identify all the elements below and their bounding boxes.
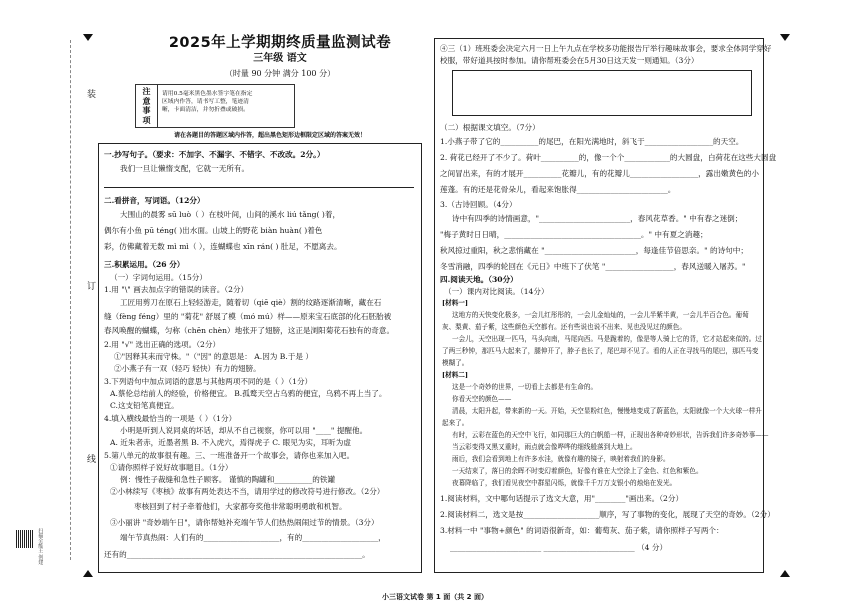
- q3-5c-end: 还有的______________________________________________________________。: [104, 550, 370, 559]
- q3-title: 三.积累运用。（26 分）: [104, 260, 185, 269]
- grade-subject: 三年级 语文: [253, 53, 307, 64]
- q1-sentence: 我们一旦让懒惰支配，它就一无所有。: [120, 164, 250, 173]
- answer-area-warning: 请在各题目的答题区域内作答，超出黑色矩形边框限定区域的答案无效！: [173, 132, 366, 139]
- corner-mark-bottom-left: [83, 570, 93, 577]
- material-2-line-5: 有时，云彩在蓝色的天空中飞行，如同那巨大的白帆船一样，正现出各种奇妙形状，告诉我们许多奇妙事——: [452, 431, 769, 439]
- material-1-line-3: 一会儿，天空出现一匹马，马头向南，马尾向西。马是跪着的，像是等人骑上它的背，它才站起来似的。过: [452, 335, 762, 343]
- q3-1-text-2: 缝（fèng féng）里的 "菊花" 舒展了模（mó mú）样——原来宝石底部的化石胚胎被: [104, 312, 392, 321]
- poem-4: 冬雪消融，四季的轮回在《元日》中班下了伏笔 "__________________，春风送暖入屠苏。": [440, 262, 746, 271]
- time-score: （时量 90 分钟 满分 100 分）: [224, 69, 336, 78]
- material-1-line-2: 灰、梨黄、茄子紫，这些颜色天空都有。还有些说也说不出来、见也没见过的颜色。: [442, 323, 686, 331]
- q3-subsection-1: （一）字词句运用。（15分）: [110, 273, 207, 282]
- corner-mark-top-right: [780, 34, 790, 41]
- material-2-head: [材料二]: [442, 371, 469, 379]
- notice-body: 请用0.5毫米黑色墨水签字笔在指定 区域内作答，请书写工整，笔迹清 晰，卡面清洁，并勿折叠或破损。: [162, 91, 253, 113]
- poem-2: "梅子黄时日日晴，____________________________________。" 中有夏之消趣；: [440, 230, 708, 239]
- q3-6-text-1: ④三（1）班班委会决定六月一日上午九点在学校多功能报告厅举行趣味故事会，要求全体同学穿好: [440, 44, 772, 53]
- right-answer-frame: [434, 38, 764, 573]
- material-2-line-8: 一天结束了，落日的余晖不时变幻着颜色，好像有谁在大空涂上了金色、红色和紫色。: [452, 467, 703, 475]
- q1-answer-line[interactable]: [104, 187, 414, 188]
- corner-mark-bottom-right: [780, 570, 790, 577]
- material-1-head: [材料一]: [442, 299, 469, 307]
- q3-5b-text: 枣核回到了村子牵着他们，大家都夸奖他非常聪明勇敢和机智。: [134, 502, 347, 511]
- q3-1-text-3: 春风唤醒的蝴蝶，匀称（chēn chèn）地张开了翅膀，这正是浏阳菊花石独有的奇意。: [104, 326, 395, 335]
- reading-q2: 2.阅读材料二，选文是按____________________顺序，写了事物的变化，展现了天空的奇妙。（2分）: [440, 510, 775, 519]
- q3-1-text-1: 工匠用剪刀在原石上轻轻游走，随着切（qiē qiè）割的纹路逐渐清晰，藏在石: [120, 298, 382, 307]
- q3-4-text: 小明是听到人说同桌的坏话，却从不自己视察，你可以用 "____" 提醒他。: [120, 426, 368, 435]
- q3-3: 3.下列语句中加点词语的意思与其他两项不同的是（ ）（1分）: [104, 377, 313, 386]
- q2-line-2: 偶尔有小鱼 pū téng( )出水面。山坡上的野花 biàn huàn( )着色: [104, 226, 323, 235]
- material-2-line-4: 起来了。: [442, 419, 469, 427]
- q4-subsection: （一）课内对比阅读。（14分）: [444, 287, 549, 296]
- q3-5c-text: 端午节真热闹：人们有的____________________，有的____________________，: [120, 533, 386, 542]
- q3-5c: ③小丽讲 "奇妙端午日"，请你帮她补充端午节人们热热闹闹过节的情景。（3分）: [110, 518, 379, 527]
- q3-6-text-2: 校服，带好道具按时参加。请你帮班委会在5月30日这天发一则通知。（3分）: [440, 56, 699, 65]
- notice-head: 注 意 事 项: [136, 85, 158, 127]
- poem-3: 秋风掠过重阳，秋之悲悄藏在 "________________________，每逢佳节倍思亲。" 的诗句中；: [440, 246, 748, 255]
- scanner-logo-icon: [16, 530, 34, 548]
- material-2-line-3: 清晨，太阳升起，带来新的一天。开始，天空显粉红色，慢慢地变成了蔚蓝色，太阳就像一个大火球一样升: [452, 407, 762, 415]
- fill-1: 1.小燕子带了它的__________的尾巴，在阳光满地时，斜飞于__________________的天空。: [440, 137, 744, 146]
- material-1-line-1: 这地方的天快变化极多，一会儿红彤彤的，一会儿金灿灿的，一会儿半紫半黄，一会儿半百合色。葡萄: [452, 311, 749, 319]
- q3-5a: ①请你照样子说好故事题目。（1分）: [110, 463, 233, 472]
- fill-2b: 之间冒出来，有的才展开__________花瓣儿，有的花瓣儿__________________，露出嫩黄色的小: [440, 169, 759, 178]
- poem-section-title: 3.（古诗回顾。（4分）: [440, 200, 517, 209]
- binding-char-3: 线: [87, 455, 97, 465]
- material-1-line-4: 了两三秒钟，那匹马大起来了，腿伸开了，脖子也长了，尾巴却不见了。看的人正在寻找马的尾巴，那匹马变: [442, 347, 759, 355]
- material-2-line-7: 雨后，我们会看到地上有许多水洼，就像有趣的镜子，映射着我们的身影。: [452, 455, 670, 463]
- reading-q3: 3.材料一中 "事物+颜色" 的词语很新奇，如：葡萄灰、茄子紫，请你照样子写两个：: [440, 526, 724, 535]
- corner-mark-top-left: [83, 34, 93, 41]
- poem-1: 诗中有四季的诗情画意，"________________________，春风花草香。" 中有春之迷倒；: [452, 214, 743, 223]
- material-2-line-9: 夜幕降临了，我们看见夜空中群星闪烁，就像千千万万支银小的烛焰在发光。: [452, 479, 677, 487]
- material-2-line-1: 这是一个奇妙的世界，一切看上去都是有生命的。: [452, 383, 598, 391]
- reading-q1: 1.阅读材料，文中哪句话提示了选文大意，用"________"画出来。（2分）: [440, 494, 684, 503]
- q3-2a: ①"因释其耒而守株。"（"因" 的意思是： A.因为 B.于是 ）: [114, 352, 313, 361]
- fill-section-title: （二）根据课文填空。（7分）: [440, 123, 540, 132]
- q3-4: 4.填入横线最恰当的一项是（ ）（1分）: [104, 414, 237, 423]
- q3-2: 2.用 "√" 选出正确的选项。（2分）: [104, 340, 221, 349]
- q2-line-1: 大围山的晨雾 sū luò（ ）在枝叶间，山间的溪水 liú tǎng( )着，: [120, 210, 341, 219]
- q3-5a-example: 例：慢性子裁缝和急性子顾客。 谨慎的陶罐和__________的铁罐: [120, 475, 336, 484]
- fill-2a: 2. 荷花已经开了不少了。荷叶__________的，像一个个____________的大圆盘，白荷花在这些大圆盘: [440, 153, 777, 162]
- notice-writing-box[interactable]: [452, 70, 752, 116]
- binding-char-1: 装: [87, 90, 97, 100]
- material-2-line-2: 你看天空的颜色——: [452, 395, 512, 403]
- watermark-text: 扫描全能王 创建: [37, 528, 44, 565]
- q2-line-3: 彩，仿佛藏着无数 mì mì（ ），连蝴蝶也 xīn rán( ) 肚足，不愿离去。: [104, 242, 342, 251]
- exam-title: 2025年上学期期终质量监测试卷: [168, 35, 392, 51]
- q3-3a: A.蔡伦总结前人的经验，价格便宜。 B.孤鹜天空占乌鸦的便宜，乌鸦不再上当了。: [110, 389, 387, 398]
- material-1-line-5: 模糊了。: [442, 359, 469, 367]
- q3-5b: ②小林续写《枣核》故事有两处表达不当，请用学过的修改符号进行修改。（2分）: [110, 487, 385, 496]
- q2-title: 二.看拼音，写词语。（12分）: [104, 196, 205, 205]
- page-footer: 小三语文试卷 第 1 面（共 2 面）: [382, 593, 488, 601]
- material-2-line-6: 当云彩变得又黑又重时，雨点就会像哗哗的细线般落到大地上。: [452, 443, 637, 451]
- q3-4-options: A. 近朱者赤，近墨者黑 B. 不入虎穴，焉得虎子 C. 眼见为实，耳听为虚: [110, 438, 351, 447]
- q3-1: 1.用 "\" 画去加点字的错误的读音。（2分）: [104, 285, 249, 294]
- q4-title: 四.阅读天地。（30分）: [440, 275, 518, 284]
- q3-5: 5.第八单元的故事很有趣。三、一班准备开一个故事会，请你也来加入吧。: [104, 451, 355, 460]
- q1-title: 一.抄写句子。（要求：不加字、不漏字、不错字、不改改。2分。）: [104, 150, 325, 159]
- reading-q3-answer-lines: ________________________ ________________________ （4 分）: [450, 543, 668, 552]
- notice-box: [135, 84, 295, 128]
- binding-line: [70, 40, 71, 560]
- q3-3b: C.这支铅笔真便宜。: [110, 401, 179, 410]
- binding-char-2: 订: [87, 282, 97, 292]
- fill-2c: 莲蓬。有的还是花骨朵儿，看起来饱胀得________________________。: [440, 185, 676, 194]
- q3-2b: ②小燕子有一双（轻巧 轻快）有力的翅膀。: [114, 364, 261, 373]
